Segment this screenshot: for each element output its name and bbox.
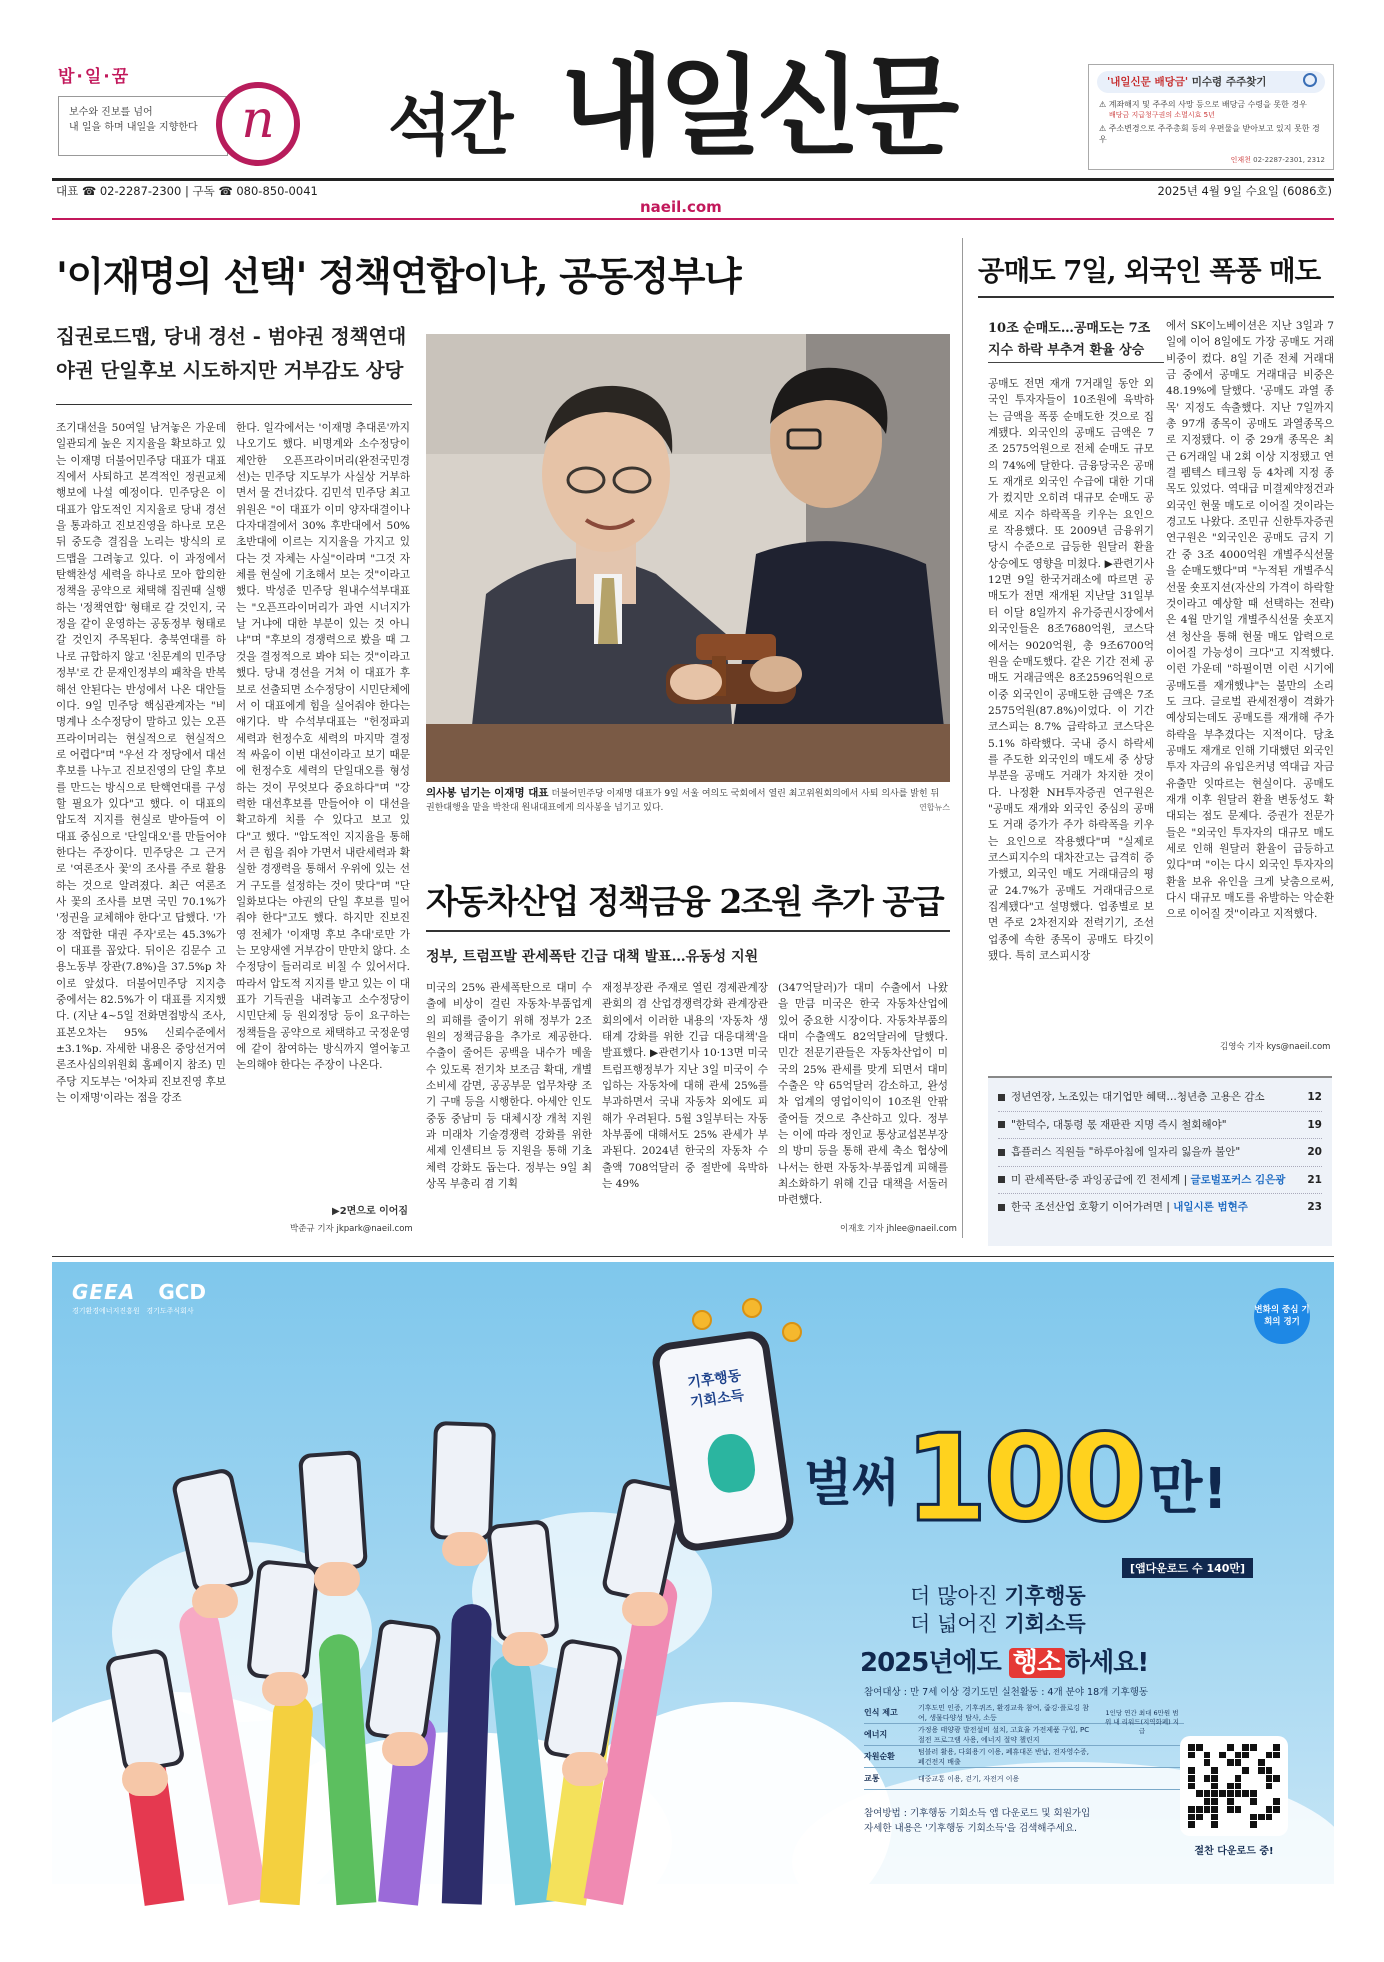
bullet-icon	[998, 1121, 1005, 1128]
index-item[interactable]: 정년연장, 노조있는 대기업만 혜택…청년층 고용은 감소 12	[998, 1084, 1322, 1112]
photo-credit: 연합뉴스	[919, 803, 950, 812]
masthead-rule-accent	[52, 218, 1334, 220]
bullet-icon	[998, 1094, 1005, 1101]
qr-code-icon	[1188, 1744, 1280, 1828]
newspaper-logo	[216, 82, 300, 166]
news-photo	[426, 334, 950, 782]
lead-sub-1: 집권로드맵, 당내 경선 - 범야권 정책연대	[56, 325, 407, 348]
shortsell-column-1: 공매도 전면 재개 7거래일 동안 외국인 투자자들이 10조원에 육박하는 금액을 폭풍 순매도한 것으로 집계됐다. 외국인의 공매도 금액은 7조 2575억원으로 전체 순매도 규모의 74%에 달한다. 금융당국은 공매도 재개로 외국인 수급에 대한 기대가 컸지만 오히려 대규모 순매도 공세로 지수 하락폭을 키우는 요인으로 작용했다. 또 2009년 금융위기 당시 수준으로 급등한 원달러 환율상승에도 영향을 미쳤다. ▶관련기사 12면 9일 한국거래소에 따르면 공매도가 전면 재개된 지난달 31일부터 이달 8일까지 유가증권시장에서 외국인들은 8조7680억원, 코스닥에서는 9020억원, 총 9조6700억원을 순매도했다. 같은 기간 전체 공매도 거래금액은 8조2596억원으로 이중 외국인이 공매도한 금액은 7조2575억원(87.8%)이었다. 이 기간 코스피는 8.7% 급락하고 코스닥은 5.1% 하락했다. 국내 증시 하락세를 주도한 외국인의 매도세 중 상당 부분을 공매도 거래가 차지한 것이다. 나정환 NH투자증권 연구원은 "공매도 재개와 외국인 중심의 공매도 거래 증가가 주가 하락폭을 키우는 요인으로 작용했다"며 "실제로 코스피지수의 대차잔고는 급격히 증가했고, 외국인 매도 거래대금의 평균 24.7%가 공매도 거래대금으로 집계됐다"고 설명했다. 업종별로 보면 주로 2차전지와 전력기기, 조선업종에 속한 종목이 공매도 타깃이 됐다. 특히 코스피시장	[988, 378, 1154, 963]
promo-headline-text: 미수령 주주찾기	[1188, 76, 1267, 88]
hand-shape	[122, 1762, 168, 1796]
site-url[interactable]: naeil.com	[640, 198, 722, 216]
hand-shape	[442, 1532, 488, 1566]
promo-headline	[1097, 71, 1325, 93]
photo-caption	[426, 786, 950, 815]
divider	[978, 296, 1334, 298]
auto-column-1: 미국의 25% 관세폭탄으로 대미 수출에 비상이 걸린 자동차·부품업계의 피해를 줄이기 위해 정부가 2조원의 정책금융을 추가로 제공한다. 수출이 줄어든 공백을 내수가 메울 수 있도록 전기차 보조금 확대, 개별소비세 감면, 공공부문 업무차량 조기 구매 등을 시행한다. 아세안 인도 중동 중남미 등 대체시장 개척 지원과 미래차 기술경쟁력 강화를 위한 세제 인센티브 등 지원을 통해 기초체력 강화도 돕는다. 정부는 9일 최상목 부총리 겸 기획	[426, 982, 592, 1191]
hand-shape	[314, 1562, 360, 1596]
photo-caption-text: 더불어민주당 이재명 대표가 9일 서울 여의도 국회에서 열린 최고위원회의에서 사퇴 의사를 밝힌 뒤 권한대행을 맡을 박찬대 원내대표에게 의사봉을 넘기고 있다.	[426, 789, 940, 813]
masthead-edition: 석간	[388, 87, 512, 164]
lead-sub-2: 야권 단일후보 시도하지만 거부감도 상당	[56, 359, 404, 382]
mascot-icon	[704, 1431, 758, 1495]
ad-slogan: 2025년에도 행소 하세요!	[860, 1648, 1149, 1678]
index-item[interactable]: 흡플러스 직원들 "하루아침에 일자리 잃을까 불안" 20	[998, 1139, 1322, 1167]
qr-label: 절찬 다운로드 중!	[1194, 1846, 1274, 1857]
lead-headline[interactable]: '이재명의 선택' 정책연합이냐, 공동정부냐	[56, 254, 741, 300]
hand-shape	[192, 1584, 238, 1618]
auto-subheadline: 정부, 트럼프발 관세폭탄 긴급 대책 발표…유동성 지원	[426, 949, 759, 965]
phone-icon	[486, 1519, 560, 1643]
phone-icon	[298, 1450, 368, 1572]
table-row: 교통 대중교통 이용, 걷기, 자전거 이용	[864, 1768, 1184, 1790]
logo-letter: n	[241, 90, 275, 150]
lead-subheadline	[56, 320, 406, 388]
activity-table	[864, 1702, 1184, 1790]
hand-shape	[622, 1592, 668, 1626]
auto-column-2: 재정부장관 주재로 열린 경제관계장관회의 겸 산업경쟁력강화 관계장관회의에서 이러한 내용의 '자동차 생태계 강화를 위한 긴급 대응대책'을 발표했다. ▶관련기사 10·13면 미국 트럼프행정부가 지난 3일 미국이 수입하는 자동차에 대해 관세 25%를 부과하면서 국내 자동차 외에도 피해가 우려된다. 5월 3일부터는 자동차부품에 대해서도 25% 관세가 부과된다. 2024년 한국의 자동차 수출액 708억달러 중 절반에 육박하는 49%	[602, 982, 768, 1191]
ad-sponsor-logos	[72, 1280, 206, 1316]
download-count: [앱다운로드 수 140만]	[1122, 1558, 1253, 1578]
shortsell-headline[interactable]: 공매도 7일, 외국인 폭풍 매도	[978, 255, 1321, 287]
ad-target: 참여대상 : 만 7세 이상 경기도민 실천활동 : 4개 분야 18개 기후행동	[864, 1687, 1149, 1698]
sponsor-names: 경기환경에너지진흥원 경기도주식회사	[72, 1307, 194, 1315]
auto-byline: 이재호 기자 jhlee@naeil.com	[840, 1224, 957, 1234]
hand-shape	[562, 1752, 608, 1786]
auto-headline[interactable]: 자동차산업 정책금융 2조원 추가 공급	[426, 882, 944, 921]
shortsell-byline: 김영숙 기자 kys@naeil.com	[1220, 1042, 1331, 1052]
coin-icon	[742, 1298, 762, 1318]
shortsell-sub-2: 지수 하락 부추겨 환율 상승	[988, 343, 1145, 358]
column-divider	[962, 238, 963, 1238]
ad-divider	[52, 1256, 1334, 1257]
app-screen	[658, 1337, 788, 1546]
table-row: 에너지 가정용 태양광 발전설비 설치, 고효율 가전제품 구입, PC 절전 프로그램 사용, 에너지 절약 챌린지	[864, 1724, 1184, 1746]
photo-caption-title: 의사봉 넘기는 이재명 대표	[426, 787, 549, 799]
ad-how-to: 참여방법 : 기후행동 기회소득 앱 다운로드 및 회원가입 자세한 내용은 '기후행동 기회소득'을 검색해주세요.	[864, 1808, 1091, 1834]
divider	[988, 362, 1164, 363]
gyeonggi-badge: 변화의 중심 기회의 경기	[1254, 1288, 1310, 1344]
dateline: 2025년 4월 9일 수요일 (6086호)	[1157, 184, 1332, 198]
motto-box	[58, 96, 228, 156]
shortsell-sub-1: 10조 순매도…공매도는 7조	[988, 321, 1151, 336]
divider	[56, 404, 412, 405]
bullet-icon	[998, 1204, 1005, 1211]
auto-column-3: (347억달러)가 대미 수출에서 나왔을 만큼 미국은 한국 자동차산업에 있어 중요한 시장이다. 자동차부품의 대미 수출액도 82억달러에 달했다. 민간 전문기관들은 자동차산업이 미국의 25% 관세를 맞게 되면서 대미 수출은 약 65억달러 감소하고, 완성차 업계의 영업이익이 10조원 안팎 줄어들 것으로 추산하고 있다. 정부는 이에 따라 정인교 통상교섭본부장의 방미 등을 통해 관세 축소 협상에 나서는 한편 자동차·부품업계 피해를 최소화하기 위해 긴급 대책을 서둘러 마련했다.	[778, 982, 948, 1207]
advertisement[interactable]	[52, 1262, 1334, 1884]
reward-note: 1인당 연간 최대 6만원 범위 내 리워드(지역화폐) 지급	[1104, 1709, 1180, 1735]
divider	[426, 930, 950, 932]
motto-line-1: 보수와 진보를 넘어	[69, 107, 153, 118]
hand-shape	[262, 1672, 308, 1706]
promo-line-2: ⚠ 주소변경으로 주주총회 등의 우편물을 받아보고 있지 못한 경우	[1099, 124, 1320, 144]
coin-icon	[692, 1310, 712, 1330]
article-index	[988, 1076, 1332, 1246]
promo-headline-red: '내일신문 배당금'	[1107, 76, 1189, 88]
promo-line-1: ⚠ 계좌해지 및 주주의 사망 등으로 배당금 수령을 못한 경우 배당금 지급청구권의 소멸시효 5년	[1099, 99, 1323, 121]
lead-byline: 박준규 기자 jkpark@naeil.com	[290, 1224, 413, 1234]
search-icon	[1303, 73, 1317, 87]
table-row: 인식 제고 기후도민 인증, 기후퀴즈, 환경교육 참여, 줍깅·플로깅 참여, 생물다양성 탐사, 소등	[864, 1702, 1184, 1724]
masthead-title: 내일신문	[560, 45, 954, 170]
lead-column-2: 한다. 일각에서는 '이재명 추대론'까지 나오기도 했다. 비명계와 소수정당이 제안한 오픈프라이머리(완전국민경선)는 민주당 지도부가 사실상 거부하면서 물 건너갔다. 김민석 민주당 최고위원은 "이 대표가 이미 양자대결이나 다자대결에서 30% 후반대에서 50% 초반대에 이르는 지지율을 가지고 있다는 것 자체는 사실"이라며 "그것 자체를 현실에 기초해서 보는 것"이라고 했다. 박성준 민주당 원내수석부대표는 "오픈프라이머리가 과연 시너지가 날 거냐에 대한 부분이 있는 것 아니냐"며 "후보의 경쟁력으로 봤을 때 그것을 결정적으로 봐야 되는 것"이라고 했다. 당내 경선을 거쳐 이 대표가 후보로 선출되면 소수정당이 시민단체에서 이 대표에게 힘을 실어줘야 한다는 얘기다. 박 수석부대표는 "헌정파괴 세력과 헌정수호 세력의 마지막 결정적 싸움이 이번 대선이라고 보기 때문에 헌정수호 세력의 단일대오를 형성하는 것이 무엇보다 중요하다"며 "강력한 대선후보를 만들어야 이 대선을 확고하게 치를 수 있다고 보고 있다"고 했다. "압도적인 지지율을 통해서 큰 힘을 줘야 가면서 내란세력과 확실한 경쟁력을 통해서 우위에 있는 선거 구도를 설정하는 것이 맞다"며 "단일화보다는 야권의 단일 후보를 밀어줘야 한다"고도 했다. 하지만 진보진영 전체가 '이재명 후보 추대'로만 가는 모양새엔 거부감이 만만치 않다. 소수정당이 들러리로 비칠 수 있어서다. 따라서 압도적 지지를 받고 있는 이 대표가 기득권을 내려놓고 소수정당이 시민단체 등 원외정당 등이 요구하는 정책들을 공약으로 채택하고 국정운영에 같이 참여하는 방식까지 열어놓고 논의해야 한다는 주장이 나온다.	[236, 422, 410, 1072]
index-item[interactable]: 한국 조선산업 호황기 이어가려면 | 내일시론 범현주 23	[998, 1194, 1322, 1221]
ad-headline	[804, 1410, 1228, 1549]
hand-shape	[502, 1632, 548, 1666]
qr-code[interactable]	[1180, 1736, 1288, 1836]
hand-shape	[382, 1732, 428, 1766]
promo-contact: 인재천 02-2287-2301, 2312	[1230, 156, 1325, 164]
coin-icon	[782, 1322, 802, 1342]
promo-line-1-sub: 배당금 지급청구권의 소멸시효 5년	[1109, 111, 1215, 119]
ad-line-1: 더 많아진 기후행동	[910, 1584, 1086, 1608]
bullet-icon	[998, 1176, 1005, 1183]
phone-line: 대표 ☎ 02-2287-2300 | 구독 ☎ 080-850-0041	[56, 184, 318, 198]
photo-illustration	[426, 334, 950, 782]
shortsell-subheadline	[988, 318, 1150, 362]
bullet-icon	[998, 1149, 1005, 1156]
headline-suffix: 만!	[1148, 1457, 1228, 1522]
continued-link[interactable]: ▶2면으로 이어짐	[332, 1206, 409, 1217]
app-title: 기후행동 기회소득	[686, 1367, 746, 1412]
slogan: 밥·일·꿈	[58, 67, 131, 87]
phone-icon	[430, 1421, 496, 1541]
masthead-rule	[52, 178, 1334, 181]
index-item[interactable]: "한덕수, 대통령 몫 재판관 지명 즉시 철회해야" 19	[998, 1112, 1322, 1140]
table-row: 자원순환 텀블러 활용, 다회용기 이용, 폐휴대폰 반납, 전자영수증, 폐건전지 배출	[864, 1746, 1184, 1768]
lead-column-1: 조기대선을 50여일 남겨놓은 가운데 일관되게 높은 지지율을 확보하고 있는 이재명 더불어민주당 대표가 대표직에서 사퇴하고 본격적인 정권교체 행보에 나설 예정이다. 민주당은 이 대표가 압도적인 지지율로 당내 경선을 통과하고 진보진영을 하나로 모은 뒤 중도층 결집을 노리는 방식의 로드맵을 그려놓고 있다. 이 과정에서 탄핵찬성 세력을 하나로 모아 합의한 정책을 공약으로 채택해 집권때 실행하는 '정책연합' 형태로 갈 것인지, 국정을 같이 운영하는 공동정부 형태로 갈 것인지 주목된다. 충북연대를 하나로 규합하지 않고 '친문계의 민주당 정부'로 간 문재인정부의 패착을 반복해선 안된다는 반성에서 나온 대안들이다. 9일 민주당 핵심관계자는 "비명계나 소수정당이 말하고 있는 오픈프라이머리는 현실적으로 현실적으로 어렵다"며 "우선 각 정당에서 대선후보를 나누고 진보진영의 단일 후보를 만드는 방식으로 탄핵연대를 구성할 필요가 있다"고 했다. 이 대표의 압도적 지지를 현실로 받아들여 이 대표 중심으로 '단일대오'를 만들어야 한다는 주장이다. 민주당은 그 근거로 '여론조사 꽃'의 조사를 주로 활용하는 것으로 알려졌다. 최근 여론조사 꽃의 조사를 보면 국민 70.1%가 '정권을 교체해야 한다'고 답했다. '가장 적합한 대권 주자'로는 45.3%가 이 대표를 꼽았다. 뒤이은 김문수 고용노동부 장관(7.8%)을 37.5%p 차이로 앞섰다. 더불어민주당 지지층 중에서는 82.5%가 이 대표를 지지했다. (지난 4~5일 전화면접방식 조사, 표본오차는 95% 신뢰수준에서 ±3.1%p. 자세한 내용은 중앙선거여론조사심의위원회 홈페이지 참조) 민주당 지도부는 '어차피 진보진영 후보는 이재명'이라는 점을 강조	[56, 422, 226, 1105]
shortsell-column-2: 에서 SK이노베이션은 지난 3일과 7일에 이어 8일에도 가장 공매도 거래비중이 컸다. 8일 기준 전체 거래대금 중에서 공매도 거래대금 비중은 48.19%에 달했다. '공매도 과열 종목' 지정도 속출했다. 지난 7일까지 총 97개 종목이 공매도 과열종목으로 지정됐다. 이 중 29개 종목은 최근 6거래일 내 2회 이상 지정됐고 연결 펨텍스 테크윙 등 4차례 지정 종목도 있었다. 역대급 미결제약정건과 외국인 현물 매도로 이어질 것이라는 경고도 나왔다. 조민규 신한투자증권 연구원은 "외국인은 공매도 금지 기간 중 3조 4000억원 개별주식선물을 순매도했다"며 "누적된 개별주식선물 숏포지션(자산의 가격이 하락할 것이라고 예상할 때 선택하는 전략)은 4월 만기일 개별주식선물 숏포지션 청산을 통해 현물 매도 압력으로 이어질 가능성이 크다"고 지적했다. 이런 가운데 "하필이면 이런 시기에 공매도를 재개했냐"는 불만의 소리도 크다. 글로벌 관세전쟁이 격화가 예상되는데도 공매도를 재개해 주가하락을 부추겼다는 지적이다. 당초 공매도 재개로 인해 기대했던 외국인 투자 자금의 유입은커녕 역대급 자금 유출만 잇따르는 현실이다. 공매도 재개 이후 원달러 환율 변동성도 확대되는 점도 문제다. 증권가 전문가들은 "외국인 투자자의 대규모 매도세로 인해 원달러 환율이 급등하고 있다"며 "이는 다시 외국인 투자자의 환율 보유 유인을 크게 낮춤으로써, 다시 대규모 매도를 유발하는 악순환으로 이어질 것"이라고 지적했다.	[1166, 320, 1334, 921]
gcd-logo: GCD	[158, 1280, 207, 1304]
index-item[interactable]: 미 관세폭탄-중 과잉공급에 낀 전세계 | 글로벌포커스 김은광 21	[998, 1167, 1322, 1195]
headline-prefix: 벌써	[804, 1454, 899, 1512]
dividend-promo-box[interactable]	[1088, 64, 1334, 170]
phone-icon	[246, 1559, 320, 1683]
ad-line-2: 더 넓어진 기회소득	[910, 1612, 1086, 1636]
headline-number: 100	[904, 1410, 1143, 1549]
geea-logo: GEEA	[72, 1280, 136, 1304]
motto-line-2: 내 일을 하며 내일을 지향한다	[69, 122, 198, 133]
